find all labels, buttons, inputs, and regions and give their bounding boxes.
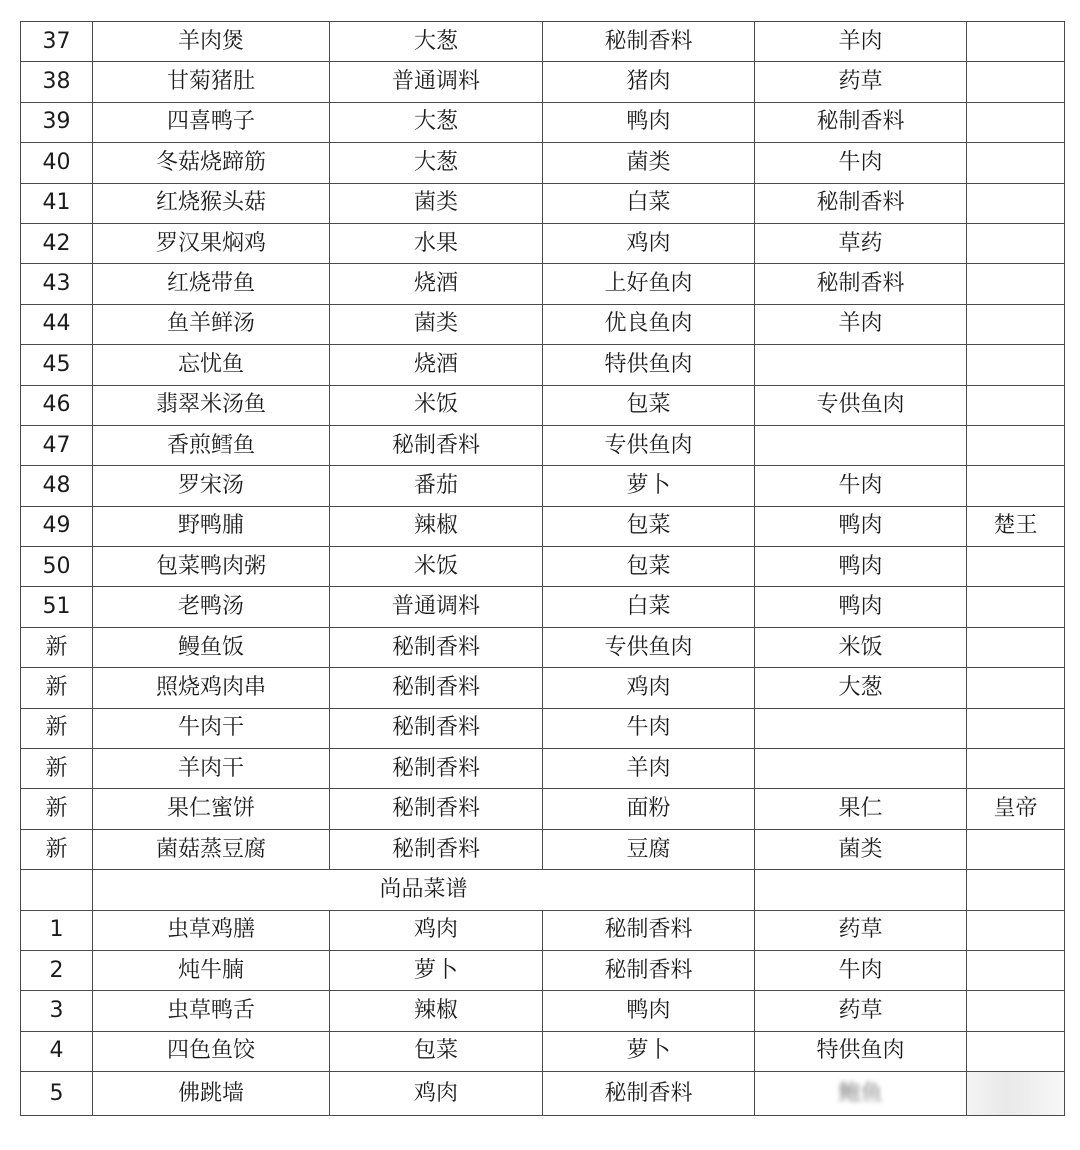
ingredient-2-cell: 萝卜 (543, 1031, 755, 1071)
ingredient-1-cell: 秘制香料 (330, 749, 543, 789)
ingredient-2-cell: 上好鱼肉 (543, 264, 755, 304)
ingredient-1-cell: 秘制香料 (330, 708, 543, 748)
table-row (21, 829, 1065, 869)
ingredient-3-cell: 牛肉 (755, 950, 967, 990)
ingredient-3-cell (755, 1072, 967, 1116)
extra-note-cell (967, 547, 1065, 587)
blurred-text: 鲍鱼 (838, 1080, 883, 1106)
row-number-cell: 新 (21, 789, 93, 829)
ingredient-2-cell: 鸡肉 (543, 223, 755, 263)
ingredient-1-cell: 秘制香料 (330, 829, 543, 869)
empty-cell (21, 870, 93, 910)
row-number-cell: 5 (21, 1072, 93, 1116)
extra-note-cell (967, 304, 1065, 344)
extra-note-cell (967, 1072, 1065, 1116)
ingredient-2-cell: 优良鱼肉 (543, 304, 755, 344)
ingredient-3-cell: 秘制香料 (755, 183, 967, 223)
ingredient-1-cell: 普通调料 (330, 587, 543, 627)
table-row (21, 425, 1065, 465)
extra-note-cell (967, 425, 1065, 465)
ingredient-3-cell: 药草 (755, 991, 967, 1031)
ingredient-2-cell: 面粉 (543, 789, 755, 829)
row-number-cell: 48 (21, 466, 93, 506)
ingredient-2-cell: 专供鱼肉 (543, 425, 755, 465)
dish-name-cell: 菌菇蒸豆腐 (93, 829, 330, 869)
row-number-cell: 47 (21, 425, 93, 465)
row-number-cell: 45 (21, 345, 93, 385)
ingredient-3-cell: 牛肉 (755, 143, 967, 183)
table-row (21, 668, 1065, 708)
ingredient-3-cell: 秘制香料 (755, 102, 967, 142)
section-title: 尚品菜谱 (93, 870, 755, 910)
ingredient-2-cell: 白菜 (543, 183, 755, 223)
dish-name-cell: 佛跳墙 (93, 1072, 330, 1116)
extra-note-cell (967, 708, 1065, 748)
dish-name-cell: 四色鱼饺 (93, 1031, 330, 1071)
dish-name-cell: 鳗鱼饭 (93, 627, 330, 667)
ingredient-2-cell: 秘制香料 (543, 950, 755, 990)
extra-note-cell (967, 385, 1065, 425)
table-row (21, 385, 1065, 425)
ingredient-1-cell: 菌类 (330, 183, 543, 223)
ingredient-3-cell: 米饭 (755, 627, 967, 667)
extra-note-cell (967, 264, 1065, 304)
ingredient-1-cell: 秘制香料 (330, 425, 543, 465)
table-row (21, 264, 1065, 304)
extra-note-cell (967, 829, 1065, 869)
table-row (21, 627, 1065, 667)
extra-note-cell (967, 991, 1065, 1031)
recipe-table (20, 21, 1065, 1116)
ingredient-3-cell (755, 749, 967, 789)
ingredient-3-cell (755, 345, 967, 385)
dish-name-cell: 香煎鳕鱼 (93, 425, 330, 465)
ingredient-1-cell: 大葱 (330, 102, 543, 142)
dish-name-cell: 炖牛腩 (93, 950, 330, 990)
row-number-cell: 43 (21, 264, 93, 304)
ingredient-3-cell: 大葱 (755, 668, 967, 708)
dish-name-cell: 虫草鸭舌 (93, 991, 330, 1031)
row-number-cell: 1 (21, 910, 93, 950)
ingredient-2-cell: 秘制香料 (543, 910, 755, 950)
ingredient-1-cell: 包菜 (330, 1031, 543, 1071)
ingredient-1-cell: 米饭 (330, 385, 543, 425)
dish-name-cell: 果仁蜜饼 (93, 789, 330, 829)
ingredient-3-cell: 草药 (755, 223, 967, 263)
table-row (21, 143, 1065, 183)
table-row (21, 102, 1065, 142)
row-number-cell: 4 (21, 1031, 93, 1071)
ingredient-2-cell: 牛肉 (543, 708, 755, 748)
ingredient-3-cell (755, 425, 967, 465)
ingredient-1-cell: 秘制香料 (330, 789, 543, 829)
table-row (21, 910, 1065, 950)
ingredient-3-cell: 羊肉 (755, 304, 967, 344)
row-number-cell: 39 (21, 102, 93, 142)
dish-name-cell: 羊肉干 (93, 749, 330, 789)
row-number-cell: 2 (21, 950, 93, 990)
row-number-cell: 3 (21, 991, 93, 1031)
dish-name-cell: 照烧鸡肉串 (93, 668, 330, 708)
extra-note-cell (967, 910, 1065, 950)
ingredient-2-cell: 特供鱼肉 (543, 345, 755, 385)
ingredient-2-cell: 包菜 (543, 547, 755, 587)
table-row (21, 991, 1065, 1031)
row-number-cell: 新 (21, 749, 93, 789)
extra-note-cell (967, 183, 1065, 223)
extra-note-cell (967, 143, 1065, 183)
ingredient-2-cell: 专供鱼肉 (543, 627, 755, 667)
row-number-cell: 44 (21, 304, 93, 344)
ingredient-1-cell: 烧酒 (330, 345, 543, 385)
table-row (21, 789, 1065, 829)
empty-cell (755, 870, 967, 910)
dish-name-cell: 羊肉煲 (93, 22, 330, 62)
extra-note-cell (967, 749, 1065, 789)
dish-name-cell: 鱼羊鲜汤 (93, 304, 330, 344)
extra-note-cell (967, 62, 1065, 102)
dish-name-cell: 四喜鸭子 (93, 102, 330, 142)
extra-note-cell (967, 466, 1065, 506)
ingredient-1-cell: 番茄 (330, 466, 543, 506)
ingredient-3-cell: 果仁 (755, 789, 967, 829)
dish-name-cell: 红烧猴头菇 (93, 183, 330, 223)
ingredient-3-cell: 鸭肉 (755, 587, 967, 627)
ingredient-1-cell: 大葱 (330, 143, 543, 183)
extra-note-cell (967, 22, 1065, 62)
table-row (21, 22, 1065, 62)
ingredient-2-cell: 豆腐 (543, 829, 755, 869)
row-number-cell: 49 (21, 506, 93, 546)
table-row (21, 547, 1065, 587)
extra-note-cell: 楚王 (967, 506, 1065, 546)
table-row (21, 466, 1065, 506)
ingredient-3-cell (755, 708, 967, 748)
row-number-cell: 40 (21, 143, 93, 183)
ingredient-3-cell: 鸭肉 (755, 547, 967, 587)
ingredient-1-cell: 普通调料 (330, 62, 543, 102)
row-number-cell: 新 (21, 627, 93, 667)
row-number-cell: 新 (21, 829, 93, 869)
extra-note-cell (967, 345, 1065, 385)
ingredient-2-cell: 秘制香料 (543, 1072, 755, 1116)
ingredient-2-cell: 羊肉 (543, 749, 755, 789)
row-number-cell: 50 (21, 547, 93, 587)
ingredient-3-cell: 羊肉 (755, 22, 967, 62)
ingredient-2-cell: 鸡肉 (543, 668, 755, 708)
ingredient-1-cell: 菌类 (330, 304, 543, 344)
row-number-cell: 41 (21, 183, 93, 223)
ingredient-1-cell: 鸡肉 (330, 1072, 543, 1116)
ingredient-3-cell: 专供鱼肉 (755, 385, 967, 425)
ingredient-3-cell: 药草 (755, 910, 967, 950)
dish-name-cell: 牛肉干 (93, 708, 330, 748)
table-row (21, 345, 1065, 385)
ingredient-1-cell: 大葱 (330, 22, 543, 62)
table-row (21, 749, 1065, 789)
ingredient-1-cell: 米饭 (330, 547, 543, 587)
extra-note-cell (967, 627, 1065, 667)
extra-note-cell (967, 102, 1065, 142)
dish-name-cell: 虫草鸡膳 (93, 910, 330, 950)
table-row (21, 223, 1065, 263)
ingredient-1-cell: 辣椒 (330, 506, 543, 546)
extra-note-cell (967, 950, 1065, 990)
ingredient-1-cell: 秘制香料 (330, 627, 543, 667)
row-number-cell: 新 (21, 708, 93, 748)
ingredient-3-cell: 鸭肉 (755, 506, 967, 546)
row-number-cell: 46 (21, 385, 93, 425)
dish-name-cell: 翡翠米汤鱼 (93, 385, 330, 425)
ingredient-2-cell: 白菜 (543, 587, 755, 627)
extra-note-cell (967, 223, 1065, 263)
table-row (21, 62, 1065, 102)
ingredient-1-cell: 鸡肉 (330, 910, 543, 950)
ingredient-2-cell: 猪肉 (543, 62, 755, 102)
ingredient-3-cell: 牛肉 (755, 466, 967, 506)
table-row (21, 183, 1065, 223)
ingredient-2-cell: 菌类 (543, 143, 755, 183)
ingredient-2-cell: 鸭肉 (543, 991, 755, 1031)
table-row (21, 587, 1065, 627)
row-number-cell: 51 (21, 587, 93, 627)
ingredient-2-cell: 包菜 (543, 385, 755, 425)
extra-note-cell: 皇帝 (967, 789, 1065, 829)
extra-note-cell (967, 668, 1065, 708)
table-row (21, 708, 1065, 748)
dish-name-cell: 忘忧鱼 (93, 345, 330, 385)
ingredient-1-cell: 水果 (330, 223, 543, 263)
ingredient-3-cell: 药草 (755, 62, 967, 102)
table-row (21, 304, 1065, 344)
ingredient-3-cell: 特供鱼肉 (755, 1031, 967, 1071)
dish-name-cell: 红烧带鱼 (93, 264, 330, 304)
dish-name-cell: 甘菊猪肚 (93, 62, 330, 102)
dish-name-cell: 罗宋汤 (93, 466, 330, 506)
ingredient-1-cell: 萝卜 (330, 950, 543, 990)
empty-cell (967, 870, 1065, 910)
dish-name-cell: 野鸭脯 (93, 506, 330, 546)
row-number-cell: 42 (21, 223, 93, 263)
extra-note-cell (967, 1031, 1065, 1071)
table-row (21, 950, 1065, 990)
row-number-cell: 38 (21, 62, 93, 102)
ingredient-1-cell: 秘制香料 (330, 668, 543, 708)
ingredient-1-cell: 辣椒 (330, 991, 543, 1031)
section-header-row (21, 870, 1065, 910)
table-row (21, 1031, 1065, 1071)
ingredient-2-cell: 包菜 (543, 506, 755, 546)
dish-name-cell: 包菜鸭肉粥 (93, 547, 330, 587)
dish-name-cell: 冬菇烧蹄筋 (93, 143, 330, 183)
ingredient-2-cell: 萝卜 (543, 466, 755, 506)
recipe-table-body (21, 22, 1065, 1116)
table-row (21, 1072, 1065, 1116)
row-number-cell: 新 (21, 668, 93, 708)
ingredient-2-cell: 鸭肉 (543, 102, 755, 142)
dish-name-cell: 罗汉果焖鸡 (93, 223, 330, 263)
row-number-cell: 37 (21, 22, 93, 62)
ingredient-3-cell: 秘制香料 (755, 264, 967, 304)
ingredient-2-cell: 秘制香料 (543, 22, 755, 62)
ingredient-1-cell: 烧酒 (330, 264, 543, 304)
extra-note-cell (967, 587, 1065, 627)
dish-name-cell: 老鸭汤 (93, 587, 330, 627)
ingredient-3-cell: 菌类 (755, 829, 967, 869)
table-row (21, 506, 1065, 546)
